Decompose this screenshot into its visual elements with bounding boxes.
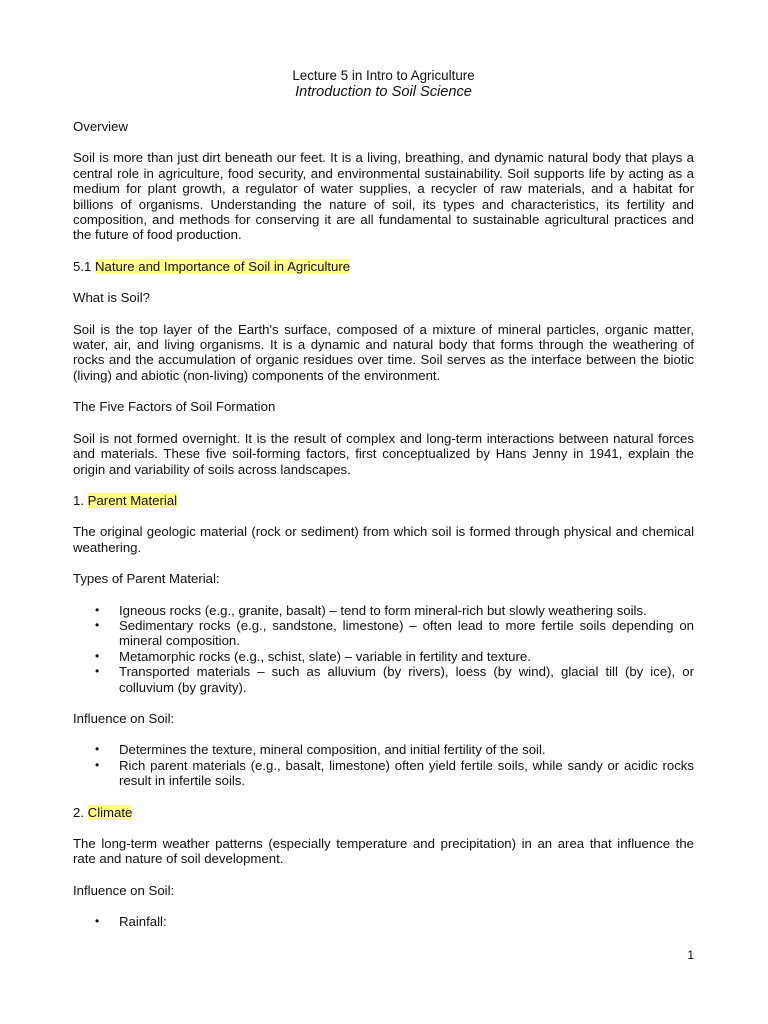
- five-factors-heading: The Five Factors of Soil Formation: [73, 399, 276, 415]
- bullet-icon: •: [95, 602, 100, 617]
- list-item-text: Transported materials – such as alluvium (by rivers), loess (by wind), glacial till (by ice), or colluvium (by gravity).: [119, 664, 694, 695]
- factor-1-definition: The original geologic material (rock or sediment) from which soil is formed through physical and chemical weathering.: [73, 524, 694, 555]
- list-item: [73, 742, 694, 757]
- what-is-soil-heading: What is Soil?: [73, 290, 150, 306]
- title-block: [73, 68, 694, 101]
- five-factors-paragraph: Soil is not formed overnight. It is the result of complex and long-term interactions between natural forces and materials. These five soil-forming factors, first conceptualized by Hans Jenny in 1941, explain the origin and variability of soils across landscapes.: [73, 430, 694, 477]
- section-number: 5.1: [73, 258, 92, 274]
- bullet-icon: •: [95, 742, 100, 757]
- what-is-soil-paragraph: Soil is the top layer of the Earth's surface, composed of a mixture of mineral particles, organic matter, water, air, and living organisms. It is a dynamic and natural body that forms through the weathering of rocks and the accumulation of organic residues over time. Soil serves as the interface between the biotic (living) and abiotic (non-living) components of the environment.: [73, 321, 694, 383]
- lecture-title: Lecture 5 in Intro to Agriculture: [292, 68, 475, 83]
- section-title-highlight: Nature and Importance of Soil in Agriculture: [95, 258, 351, 274]
- parent-material-types-heading: Types of Parent Material:: [73, 571, 220, 587]
- bullet-icon: •: [95, 648, 100, 663]
- factor-2-influence-list: [73, 914, 694, 929]
- overview-paragraph: Soil is more than just dirt beneath our feet. It is a living, breathing, and dynamic natural body that plays a central role in agriculture, food security, and environmental sustainability. Soil supports life by acting as a medium for plant growth, a regulator of water supplies, a recycler of raw materials, and a habitat for billions of organisms. Understanding the nature of soil, its types and characteristics, its fertility and composition, and methods for conserving it are all fundamental to sustainable agricultural practices and the future of food production.: [73, 150, 694, 243]
- factor-number: 2.: [73, 804, 84, 820]
- list-item: [73, 914, 694, 929]
- list-item: [73, 603, 694, 618]
- list-item-text: Igneous rocks (e.g., granite, basalt) – tend to form mineral-rich but slowly weathering soils.: [119, 602, 647, 618]
- factor-2-definition: The long-term weather patterns (especially temperature and precipitation) in an area that influence the rate and nature of soil development.: [73, 836, 694, 867]
- overview-heading: Overview: [73, 119, 128, 134]
- factor-title-highlight: Climate: [87, 804, 133, 820]
- list-item: [73, 758, 694, 789]
- factor-1-influence-heading: Influence on Soil:: [73, 710, 175, 726]
- list-item: [73, 664, 694, 695]
- factor-2-heading: [73, 805, 694, 820]
- factor-2-influence-heading: Influence on Soil:: [73, 882, 175, 898]
- list-item-text: Determines the texture, mineral composition, and initial fertility of the soil.: [119, 742, 546, 758]
- factor-number: 1.: [73, 492, 84, 508]
- list-item-text: Rich parent materials (e.g., basalt, limestone) often yield fertile soils, while sandy or acidic rocks result in infertile soils.: [119, 757, 694, 789]
- bullet-icon: •: [95, 617, 100, 632]
- lecture-subtitle: Introduction to Soil Science: [295, 84, 472, 100]
- section-5-1-heading: [73, 259, 694, 274]
- list-item: [73, 649, 694, 664]
- factor-1-influence-list: [73, 742, 694, 788]
- list-item-text: Sedimentary rocks (e.g., sandstone, limestone) – often lead to more fertile soils depending on mineral composition.: [119, 617, 694, 649]
- factor-title-highlight: Parent Material: [87, 492, 178, 508]
- bullet-icon: •: [95, 757, 100, 772]
- page-number: 1: [687, 948, 694, 962]
- parent-material-types-list: [73, 603, 694, 695]
- list-item-text: Rainfall:: [119, 914, 167, 930]
- factor-1-heading: [73, 493, 694, 508]
- bullet-icon: •: [95, 664, 100, 679]
- bullet-icon: •: [95, 914, 100, 929]
- list-item-text: Metamorphic rocks (e.g., schist, slate) – variable in fertility and texture.: [119, 648, 531, 664]
- document-body: [73, 68, 694, 946]
- list-item: [73, 618, 694, 649]
